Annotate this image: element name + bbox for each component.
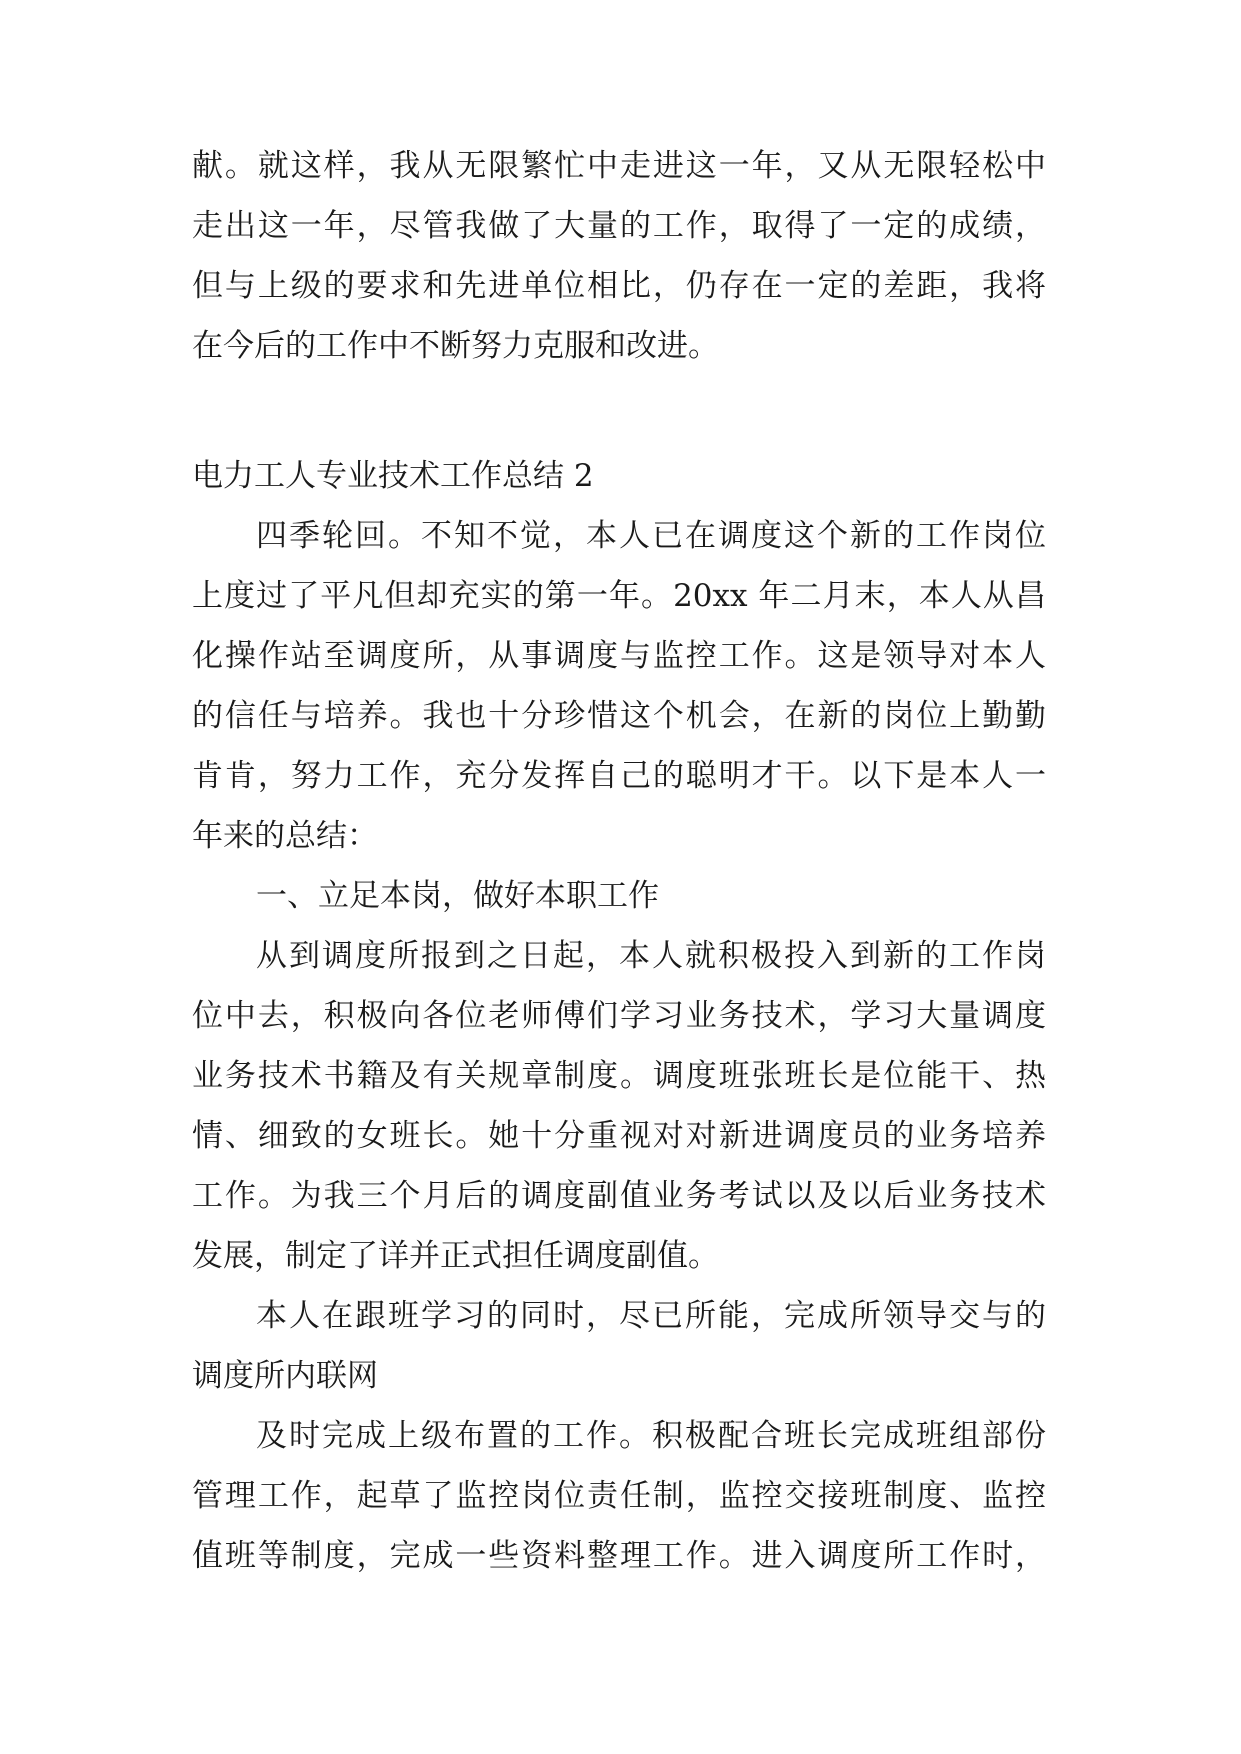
text-line: 情、细致的女班长。她十分重视对对新进调度员的业务培养	[192, 1118, 1046, 1154]
paragraph-start: 从到调度所报到之日起，本人就积极投入到新的工作岗	[256, 938, 1046, 974]
text-line: 管理工作，起草了监控岗位责任制，监控交接班制度、监控	[192, 1478, 1046, 1514]
text-line: 调度所内联网	[192, 1358, 378, 1394]
paragraph-start: 及时完成上级布置的工作。积极配合班长完成班组部份	[256, 1418, 1046, 1454]
text-line: 发展，制定了详并正式担任调度副值。	[192, 1238, 719, 1274]
text-line: 的信任与培养。我也十分珍惜这个机会，在新的岗位上勤勤	[192, 698, 1046, 734]
text-line: 业务技术书籍及有关规章制度。调度班张班长是位能干、热	[192, 1058, 1046, 1094]
text-line: 年来的总结：	[192, 818, 378, 854]
text-line: 位中去，积极向各位老师傅们学习业务技术，学习大量调度	[192, 998, 1046, 1034]
text-line: 值班等制度，完成一些资料整理工作。进入调度所工作时，	[192, 1538, 1046, 1574]
paragraph-start: 四季轮回。不知不觉，本人已在调度这个新的工作岗位	[256, 518, 1046, 554]
text-line: 献。就这样，我从无限繁忙中走进这一年，又从无限轻松中	[192, 148, 1046, 184]
text-line: 在今后的工作中不断努力克服和改进。	[192, 328, 719, 364]
section-heading: 电力工人专业技术工作总结 2	[192, 458, 594, 494]
text-line: 肯肯，努力工作，充分发挥自己的聪明才干。以下是本人一	[192, 758, 1046, 794]
text-line: 上度过了平凡但却充实的第一年。20xx 年二月末，本人从昌	[192, 578, 1046, 614]
text-line: 但与上级的要求和先进单位相比，仍存在一定的差距，我将	[192, 268, 1046, 304]
paragraph-start: 本人在跟班学习的同时，尽已所能，完成所领导交与的	[256, 1298, 1046, 1334]
text-line: 化操作站至调度所，从事调度与监控工作。这是领导对本人	[192, 638, 1046, 674]
subsection-heading: 一、立足本岗，做好本职工作	[256, 878, 659, 914]
text-line: 走出这一年，尽管我做了大量的工作，取得了一定的成绩，	[192, 208, 1046, 244]
text-line: 工作。为我三个月后的调度副值业务考试以及以后业务技术	[192, 1178, 1046, 1214]
